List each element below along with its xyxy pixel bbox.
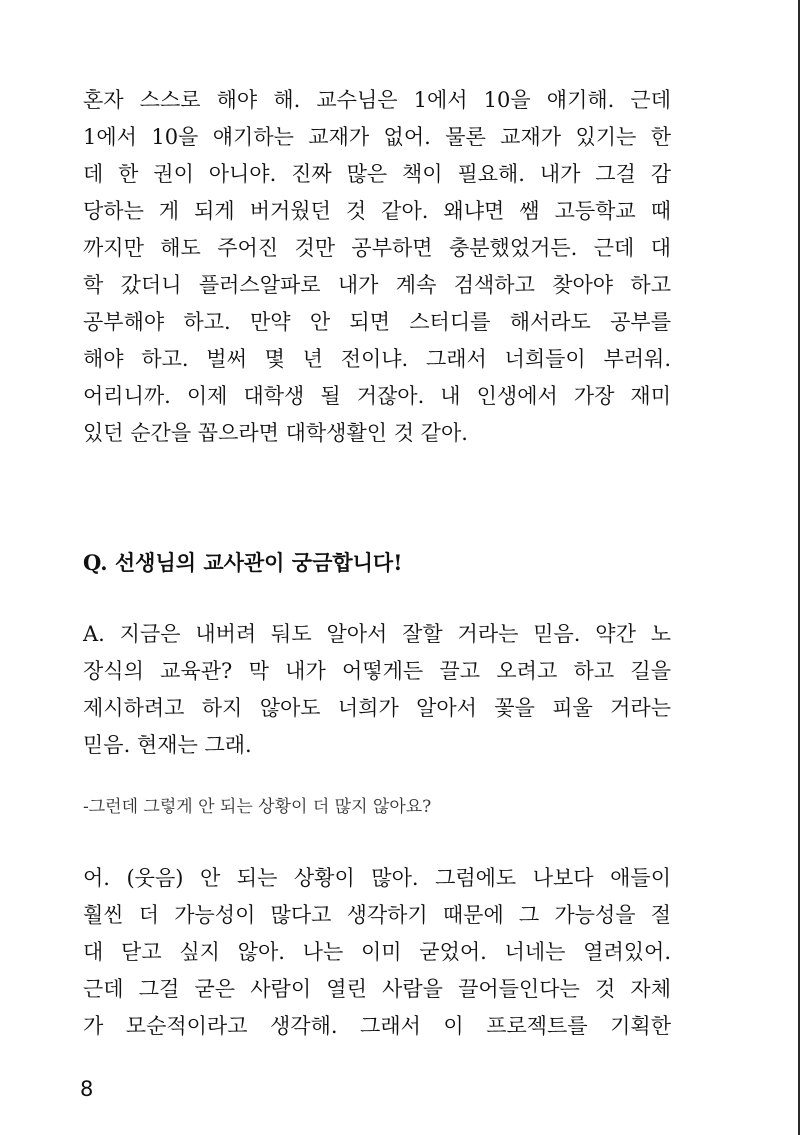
paragraph-1-line: 학 갔더니 플러스알파로 내가 계속 검색하고 찾아야 하고 [83,273,671,297]
paragraph-3-line: 근데 그걸 굳은 사람이 열린 사람을 끌어들인다는 것 자체 [83,977,671,1001]
paragraph-3-line: 어. (웃음) 안 되는 상황이 많아. 그럼에도 나보다 애들이 [83,866,671,890]
answer-line: 제시하려고 하지 않아도 너희가 알아서 꽃을 피울 거라는 [83,696,671,720]
paragraph-3-line: 대 닫고 싶지 않아. 나는 이미 굳었어. 너네는 열려있어. [83,940,671,964]
answer-line: 믿음. 현재는 그래. [83,733,252,757]
follow-up-question: -그런데 그렇게 안 되는 상황이 더 많지 않아요? [83,797,432,817]
page-number: 8 [80,1077,94,1101]
paragraph-1-line: 해야 하고. 벌써 몇 년 전이냐. 그래서 너희들이 부러워. [83,347,671,371]
paragraph-1-line: 데 한 권이 아니야. 진짜 많은 책이 필요해. 내가 그걸 감 [83,162,671,186]
paragraph-3-line: 가 모순적이라고 생각해. 그래서 이 프로젝트를 기획한 [83,1014,671,1038]
paragraph-1-line: 혼자 스스로 해야 해. 교수님은 1에서 10을 얘기해. 근데 [83,88,671,112]
paragraph-3-line: 훨씬 더 가능성이 많다고 생각하기 때문에 그 가능성을 절 [83,903,671,927]
paragraph-1-line: 당하는 게 되게 버거웠던 것 같아. 왜냐면 쌤 고등학교 때 [83,199,671,223]
paragraph-1-line: 어리니까. 이제 대학생 될 거잖아. 내 인생에서 가장 재미 [83,384,671,408]
answer-line: 장식의 교육관? 막 내가 어떻게든 끌고 오려고 하고 길을 [83,659,671,683]
question-heading: Q. 선생님의 교사관이 궁금합니다! [83,550,403,575]
paragraph-1-line: 1에서 10을 얘기하는 교재가 없어. 물론 교재가 있기는 한 [83,125,671,149]
paragraph-1-line: 공부해야 하고. 만약 안 되면 스터디를 해서라도 공부를 [83,310,671,334]
paragraph-1-line: 까지만 해도 주어진 것만 공부하면 충분했었거든. 근데 대 [83,236,671,260]
paragraph-1-line: 있던 순간을 꼽으라면 대학생활인 것 같아. [83,421,468,445]
answer-line: A. 지금은 내버려 둬도 알아서 잘할 거라는 믿음. 약간 노 [83,622,671,646]
